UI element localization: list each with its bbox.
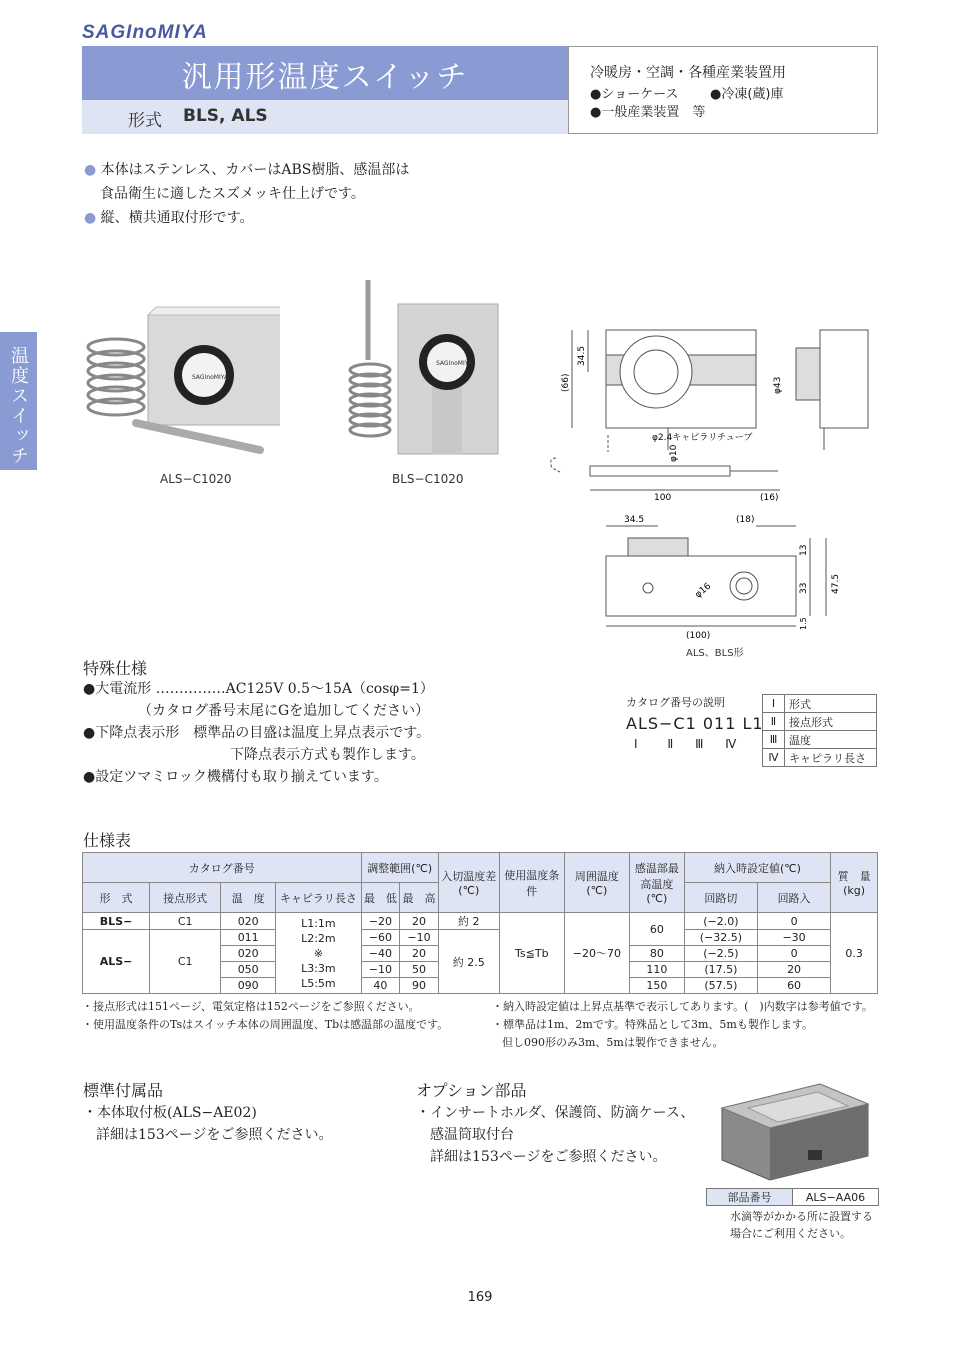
catalog-label: 接点形式 [785, 713, 877, 731]
note-right-2: ・標準品は1m、2mです。特殊品として3m、5mも製作します。 [492, 1018, 813, 1031]
dim-13-label: 13 [799, 544, 809, 556]
special-heading: 特殊仕様 [83, 659, 148, 678]
dim-66-label: (66) [561, 373, 571, 392]
max-cell: 20 [400, 913, 439, 930]
off-cell: (17.5) [684, 962, 757, 978]
max-cell: 50 [400, 962, 439, 978]
cap-len-cell: L1:1m L2:2m ※ L3:3m L5:5m [276, 913, 361, 994]
accessories-heading: 標準付属品 [83, 1081, 164, 1100]
bls-photo-caption: BLS−C1020 [392, 472, 464, 486]
h-off: 回路切 [684, 883, 757, 913]
temp-cell: 011 [221, 930, 276, 946]
max-cell: −10 [400, 930, 439, 946]
dim-18-label: (18) [736, 515, 755, 525]
dim-16-hole-label: φ16 [693, 581, 714, 601]
part-note: 水滴等がかかる所に設置する 場合にご利用ください。 [730, 1210, 873, 1240]
off-cell: (57.5) [684, 978, 757, 994]
intro-line-3: ● 縦、横共通取付形です。 [84, 210, 254, 226]
svg-text:SAGInoMIYA: SAGInoMIYA [436, 360, 473, 367]
usage-item-freezer: ●冷凍(蔵)庫 [710, 87, 784, 102]
on-cell: 60 [757, 978, 830, 994]
h-cap: キャピラリ長さ [276, 883, 361, 913]
catalog-num: Ⅱ [763, 713, 785, 731]
min-cell: −10 [361, 962, 400, 978]
h-cond: 使用温度条件 [499, 853, 564, 913]
special-line-3: ●下降点表示形 標準品の目盛は温度上昇点表示です。 [83, 725, 431, 741]
bullet-icon: ● [84, 162, 101, 178]
intro-line-1: ● 本体はステンレス、カバーはABS樹脂、感温部は [84, 162, 410, 178]
note-left-1: ・接点形式は151ページ、電気定格は152ページをご参照ください。 [82, 1000, 420, 1013]
h-maxtemp: 感温部最高温度(℃) [629, 853, 684, 913]
off-cell: (−2.0) [684, 913, 757, 930]
part-table [706, 1188, 879, 1206]
catalog-label: 形式 [785, 695, 877, 713]
roman-2: Ⅱ [667, 737, 674, 751]
options-line-3: 詳細は153ページをご参照ください。 [430, 1149, 667, 1165]
catalog-label: 温度 [785, 731, 877, 749]
temp-cell: 020 [221, 913, 276, 930]
bls-photo [340, 280, 510, 465]
temp-cell: 090 [221, 978, 276, 994]
side-tab-label: 温度スイッチ [8, 346, 29, 466]
special-line-5: ●設定ツマミロック機構付も取り揃えています。 [83, 769, 388, 785]
dim-100b-label: (100) [686, 631, 711, 641]
catalog-title: カタログ番号の説明 [626, 696, 725, 709]
special-line-2: （カタログ番号末尾にGを追加してください） [138, 703, 430, 719]
als-photo [80, 305, 280, 465]
h-temp: 温 度 [221, 883, 276, 913]
min-cell: −60 [361, 930, 400, 946]
catalog-table [762, 694, 877, 767]
page-title: 汎用形温度スイッチ [181, 60, 469, 95]
off-cell: (−2.5) [684, 946, 757, 962]
h-range: 調整範囲(℃) [361, 853, 438, 883]
capillary-label: φ2.4キャピラリチューブ [652, 433, 753, 443]
temp-cell: 050 [221, 962, 276, 978]
spec-heading: 仕様表 [83, 831, 132, 850]
h-catalog: カタログ番号 [83, 853, 362, 883]
on-cell: 20 [757, 962, 830, 978]
special-line-4: 下降点表示方式も製作します。 [230, 747, 425, 763]
maxtemp-cell: 60 [629, 913, 684, 946]
note-left-2: ・使用温度条件のTsはスイッチ本体の周囲温度、Tbは感温部の温度です。 [82, 1018, 449, 1031]
dim-1-5-label: 1.5 [799, 617, 808, 630]
maxtemp-cell: 80 [629, 946, 684, 962]
part-value: ALS−AA06 [793, 1189, 879, 1206]
h-ambient: 周囲温度(℃) [564, 853, 629, 913]
contact-cell: C1 [150, 913, 221, 930]
table-row [83, 930, 878, 946]
min-cell: 40 [361, 978, 400, 994]
on-cell: −30 [757, 930, 830, 946]
options-heading: オプション部品 [416, 1081, 527, 1100]
dimension-drawing [548, 300, 878, 660]
catalog-num: Ⅳ [763, 749, 785, 767]
drawing-caption: ALS、BLS形 [686, 648, 744, 659]
temp-cell: 020 [221, 946, 276, 962]
catalog-num: Ⅲ [763, 731, 785, 749]
max-cell: 20 [400, 946, 439, 962]
min-cell: −40 [361, 946, 400, 962]
dim-16-label: (16) [760, 493, 779, 503]
catalog-label: キャピラリ長さ [785, 749, 877, 767]
usage-title: 冷暖房・空調・各種産業装置用 [590, 65, 786, 81]
on-cell: 0 [757, 946, 830, 962]
h-type: 形 式 [83, 883, 150, 913]
h-min: 最 低 [361, 883, 400, 913]
model-label: 形式 [128, 111, 162, 131]
accessories-line-2: 詳細は153ページをご参照ください。 [96, 1127, 333, 1143]
catalog-num: Ⅰ [763, 695, 785, 713]
usage-item-industrial: ●一般産業装置 等 [590, 105, 706, 120]
options-line-2: 感温筒取付台 [430, 1127, 514, 1143]
spec-table [82, 852, 878, 994]
ambient-cell: −20～70 [564, 913, 629, 994]
max-cell: 90 [400, 978, 439, 994]
maxtemp-cell: 150 [629, 978, 684, 994]
dim-10-label: φ10 [669, 444, 679, 462]
dim-34-5-label: 34.5 [577, 345, 587, 366]
maxtemp-cell: 110 [629, 962, 684, 978]
catalog-code: ALS−C1 011 L1 [626, 714, 764, 733]
h-on: 回路入 [757, 883, 830, 913]
h-mass: 質 量(kg) [831, 853, 878, 913]
bullet-icon: ● [84, 210, 101, 226]
special-line-1: ●大電流形 ……………AC125V 0.5～15A（cosφ=1） [83, 681, 434, 697]
mass-cell: 0.3 [831, 913, 878, 994]
off-cell: (−32.5) [684, 930, 757, 946]
accessories-line-1: ・本体取付板(ALS−AE02) [83, 1105, 257, 1121]
dim-43-label: φ43 [773, 376, 783, 394]
type-cell: ALS− [83, 930, 150, 994]
note-right-3: 但し090形のみ3m、5mは製作できません。 [502, 1036, 724, 1049]
dim-100-label: 100 [654, 493, 672, 503]
diff-cell: 約 2 [438, 913, 499, 930]
model-value: BLS, ALS [183, 106, 268, 126]
cond-cell: Ts≦Tb [499, 913, 564, 994]
diff-cell: 約 2.5 [438, 930, 499, 994]
roman-4: Ⅳ [725, 737, 737, 751]
part-label: 部品番号 [707, 1189, 793, 1206]
contact-cell: C1 [150, 930, 221, 994]
h-contact: 接点形式 [150, 883, 221, 913]
usage-item-showcase: ●ショーケース [590, 87, 679, 102]
dim-47-5-label: 47.5 [831, 573, 841, 594]
dim-34-5b-label: 34.5 [624, 515, 645, 525]
intro-line-2: 食品衛生に適したスズメッキ仕上げです。 [100, 186, 365, 202]
table-row [83, 913, 878, 930]
on-cell: 0 [757, 913, 830, 930]
note-right-1: ・納入時設定値は上昇点基準で表示してあります。( )内数字は参考値です。 [492, 1000, 873, 1013]
roman-3: Ⅲ [695, 737, 704, 751]
h-delivery: 納入時設定値(℃) [684, 853, 830, 883]
type-cell: BLS− [83, 913, 150, 930]
h-max: 最 高 [400, 883, 439, 913]
roman-1: Ⅰ [634, 737, 638, 751]
page-number: 169 [467, 1290, 493, 1305]
h-diff: 入切温度差(℃) [438, 853, 499, 913]
brand-logo: SAGInoMIYA [82, 22, 208, 43]
min-cell: −20 [361, 913, 400, 930]
option-part-photo [708, 1068, 880, 1186]
dim-33-label: 33 [799, 582, 809, 594]
catalog-romans [626, 737, 736, 751]
options-line-1: ・インサートホルダ、保護筒、防滴ケース、 [416, 1105, 695, 1121]
svg-text:SAGInoMIYA: SAGInoMIYA [192, 374, 229, 381]
als-photo-caption: ALS−C1020 [160, 472, 232, 486]
